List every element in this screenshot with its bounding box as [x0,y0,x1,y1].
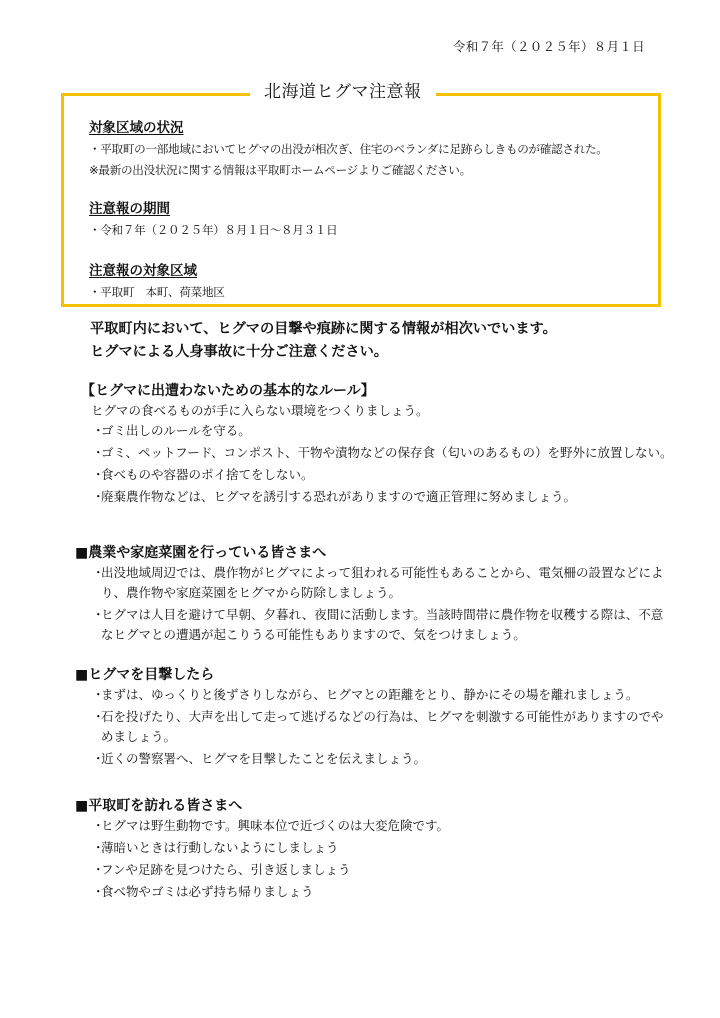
bullet-icon: ・ [92,445,105,460]
section-heading: ■平取町を訪れる皆さまへ [75,798,243,814]
list-item: ・ 石を投げたり、大声を出して走って逃げるなどの行為は、ヒグマを刺激する可能性がありますのでやめましょう。 [92,709,664,744]
section-heading: ■ヒグマを目撃したら [75,667,215,683]
list-item: ・ ゴミ、ペットフード、コンポスト、干物や漬物などの保存食（匂いのあるもの）を野外に放置しない。 [92,443,675,463]
bullet-icon: ・ [92,489,105,504]
list-item: ・ 薄暗いときは行動しないようにしましょう [92,838,675,858]
alert-section-heading: 注意報の期間 [89,201,170,217]
alert-line: ・令和７年（２０２５年）８月１日～８月３１日 [89,223,338,237]
alert-line: ※最新の出没状況に関する情報は平取町ホームページよりご確認ください。 [89,163,471,177]
alert-line: ・平取町 本町、荷菜地区 [89,285,225,299]
section-heading: ■農業や家庭菜園を行っている皆さまへ [75,545,327,561]
section-visitors [75,796,675,904]
alert-section-heading: 注意報の対象区域 [89,263,197,279]
bullet-icon: ・ [92,607,105,622]
bullet-icon: ・ [92,751,105,766]
alert-section-status [89,119,669,181]
list-item: ・ 食べものや容器のポイ捨てをしない。 [92,465,675,485]
lead-text [90,318,557,364]
bullet-icon: ・ [92,840,105,855]
bullet-icon: ・ [92,709,105,724]
section-farm [75,543,675,647]
bullet-icon: ・ [92,862,105,877]
list-item: ・ まずは、ゆっくりと後ずさりしながら、ヒグマとの距離をとり、静かにその場を離れましょう。 [92,685,675,705]
section-heading: 【ヒグマに出遭わないための基本的なルール】 [81,383,375,399]
list-item: ・ ヒグマは人目を避けて早朝、夕暮れ、夜間に活動します。当該時間帯に農作物を収穫する際は、不意なヒグマとの遭遇が起こりうる可能性もありますので、気をつけましょう。 [92,607,664,642]
bullet-icon: ・ [92,467,105,482]
list-item: ・ ヒグマは野生動物です。興味本位で近づくのは大変危険です。 [92,816,675,836]
section-intro: ヒグマの食べるものが手に入らない環境をつくりましょう。 [91,403,429,418]
list-item: ・ ゴミ出しのルールを守る。 [92,421,675,441]
section-rules [75,381,675,509]
bullet-icon: ・ [92,818,105,833]
list-item: ・ フンや足跡を見つけたら、引き返しましょう [92,860,675,880]
lead-line: ヒグマによる人身事故に十分ご注意ください。 [90,344,388,360]
list-item: ・ 食べ物やゴミは必ず持ち帰りましょう [92,882,675,902]
bullet-icon: ・ [92,884,105,899]
issue-date: 令和７年（２０２５年）８月１日 [452,39,645,54]
bullet-icon: ・ [92,565,105,580]
list-item: ・ 出没地域周辺では、農作物がヒグマによって狙われる可能性もあることから、電気柵の設置などにより、農作物や家庭菜園をヒグマから防除しましょう。 [92,565,664,600]
list-item: ・ 廃棄農作物などは、ヒグマを誘引する恐れがありますので適正管理に努めましょう。 [92,487,675,507]
lead-line: 平取町内において、ヒグマの目撃や痕跡に関する情報が相次いでいます。 [90,321,557,337]
list-item: ・ 近くの警察署へ、ヒグマを目撃したことを伝えましょう。 [92,749,675,769]
section-sighting [75,665,675,771]
alert-section-heading: 対象区域の状況 [89,120,184,136]
bullet-icon: ・ [92,423,105,438]
bullet-icon: ・ [92,687,105,702]
alert-line: ・平取町の一部地域においてヒグマの出没が相次ぎ、住宅のベランダに足跡らしきものが確認された。 [89,142,608,156]
alert-title: 北海道ヒグマ注意報 [250,80,436,104]
alert-section-period [89,200,669,241]
alert-section-area [89,262,669,303]
